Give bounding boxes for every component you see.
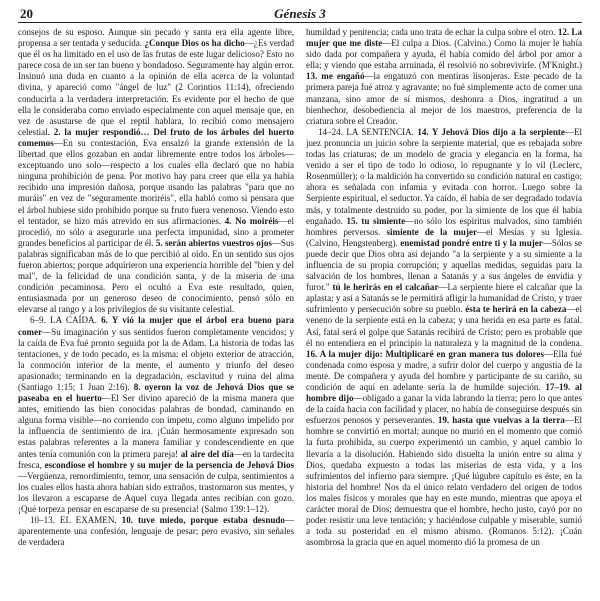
paragraph xyxy=(18,515,294,548)
body-text: —Sus palabras significaban más de lo que percibió al oído. En un sentido sus ojos fueron abiertos; porque adquirieron una experiencia horrible del "bien y del mal", de la felicidad de una condición santa, y de la miseria de una condición pecaminosa. Pero el ocultó a Eva este resultado, quien, entusiasmada por un generoso deseo de conocimiento, pensó sólo en elevarse al rango y a los privilegios de su visitante celestial. xyxy=(18,237,294,315)
body-text: —aparentemente una confesión, lenguaje de pesar; pero evasivo, sin señales de verdadera xyxy=(18,515,294,548)
bold-lemma: 5. serán abiertos vuestros ojos xyxy=(155,237,272,248)
body-text: —en la tardecita fresca, xyxy=(18,448,294,470)
page-number: 20 xyxy=(20,6,33,21)
body-text: —el procedió, no sólo a asegurarle una perfecta impunidad, sino a prometer grandes beneficios al participar de él. xyxy=(18,215,294,248)
body-text: —obligado a ganar la vida labrando la tierra; pero lo que antes de la caída hacia con facilidad y placer, no había de conseguirse después sin esfuerzos penosos y perseverantes. xyxy=(306,393,582,426)
bold-lemma: simiente de la mujer xyxy=(386,226,478,237)
bold-lemma: 6. Y vió la mujer que el árbol era bueno para comer xyxy=(18,315,294,337)
body-text: —Ella fué condenada como esposa y madre, a sufrir dolor del cuerpo y angustia de la mente. De compañera y ayuda del hombre y participante de su cariño, su condición de aquí en adelante sería la de humilde sujeción. xyxy=(306,348,582,392)
body-text: —El culpa a Dios. (Calvino.) Como la mujer le había sido dada por compañera y ayuda, él había comido del árbol por amor a ella; y viendo que estaba arruinada, él resolvió no sobrevivirle. (M'Knight.) xyxy=(306,38,582,71)
paragraph xyxy=(18,27,294,315)
body-text: —Su imaginación y sus sentidos fueron completamente vencidos; y la caída de Eva fué pronto seguida por la de Adam. La historia de todas las tentaciones, y de todo pecado, es la misma: el objeto exterior de atracción, la conmoción interior de la mente, el aumento y triunfo del deseo apasionado; terminando en la degradación, esclavitud y ruina del alma (Santiago 1:15; 1 Juan 2:16). xyxy=(18,326,294,392)
body-text: —el veneno de la serpiente está en la cabeza; y una herida en esa parte es fatal. Así, fatal será el golpe que Satanás recibirá de Cristo; pero es probable que él no entendiera en el principio la naturaleza y la magnitud de la condena. xyxy=(306,304,582,348)
bold-lemma: al aire del día xyxy=(180,448,234,459)
body-text: consejos de su esposo. Aunque sin pecado y santa era ella agente libre, propensa a ser tentada y seducida. xyxy=(18,27,294,49)
body-text: 10–13. EL EXAMEN. xyxy=(30,515,122,526)
bold-lemma: 10. tuve miedo, porque estaba desnudo xyxy=(121,515,285,526)
bold-lemma: 4. No moiréis xyxy=(224,215,279,226)
bold-lemma: 14. Y Jehová Dios dijo a la serpiente xyxy=(417,126,565,137)
bold-lemma: 19. hasta que vuelvas a la tierra xyxy=(437,415,565,426)
bold-lemma: 13. me engañó xyxy=(306,71,365,82)
text-columns xyxy=(18,27,582,601)
body-text: —la engatuzó con mentiras lisonjeras. Este pecado de la primera pareja fué atroz y agravante; no fué simplemente acto de comer una manzana, sino amor de sí mismos, deshonra a Dios, ingratitud a un bienhechor, desobediencia al mejor de los maestros, preferencia de la criatura sobre el Creador. xyxy=(306,71,582,126)
body-text: 14–24. LA SENTENCIA. xyxy=(318,126,418,137)
body-text: —el Mesías y su Iglesia. (Calvino, Hengstenberg). xyxy=(306,226,582,248)
body-text: —¿Es verdad que él os ha limitado en el uso de las frutas de este lugar delicioso? Esto no parece cosa de un ser tan bueno y bondadoso. Seguramente hay algún error. Insinuó una duda en cuanto a la opinión de ella acerca de la voluntad divina, y apareció como "ángel de luz" (2 Corintios 11:14), ofreciendo conducirla a la verdadera interpretación. Es evidente por el hecho de que ella le consideraba como enviado especialmente con aquel mensaje que, en vez de asustarse de que el reptil hablara, lo recibió como mensajero celestial. xyxy=(18,38,294,137)
paragraph xyxy=(306,127,582,549)
body-text: —El hombre se convirtió en mortal; aunque no murió en el momento que comió la furta prohibida, su cuerpo experimentó un cambio, y aquel cambio lo llevaría a la disolución. Habiendo sido disuelta la unión entre su alma y Dios, quedaba expuesto a todas las miserias de esta vida, y a los sufrimientos del infierno para siempre. ¡Qué lúgubre capítulo es éste, en la historia del hombre! Nos da el único relato verdadero del origen de todos los males físicos y morales que hay en este mundo, mientras que apoya el carácter moral de Dios; demuestra que el hombre, hecho justo, cayó por no poder resistir una leve tentación; y haciéndose culpable y miserable, sumió a toda su posteridad en el mismo abismo. (Romanos 5:12). ¡Cuán asombrosa la gracia que en aquel momento dió la promesa de un xyxy=(306,415,582,548)
paragraph xyxy=(306,27,582,127)
bold-lemma: tú le herirás en el calcañar xyxy=(332,282,439,293)
bold-lemma: 2. la mujer respondió… Del fruto de los árboles del huerto comemos xyxy=(18,126,294,148)
book-title: Génesis 3 xyxy=(274,6,326,21)
body-text: 6–9. LA CAÍDA. xyxy=(30,315,102,326)
body-text: —El Ser divino apareció de la misma manera que antes, emitiendo las bien conocidas palabras de bondad, caminando en alguna forma visible—no corriendo con ímpetu, como alguno impelido por la influencia de sentimiento de ira. ¡Cuán hermosamente expresado son estas palabras referentes a la manera familiar y condescendiente en que antes tenía comunión con la primera pareja! xyxy=(18,393,294,459)
running-header xyxy=(18,6,582,23)
bold-lemma: escondiose el hombre y su mujer de la persencia de Jehová Dios xyxy=(44,459,294,470)
body-text: —Vergüenza, remordimiento, temor, una sensación de culpa, sentimientos a los cuales ellos hasta ahora habían sido extraños, trastornaron sus mentes, y los llevaron a escaparse de Aquel cuya llegada antes recibían con gozo. ¡Qué torpeza pensar en escaparse de su presencia! (Salmo 139:1–12). xyxy=(18,470,294,515)
right-column xyxy=(306,27,582,601)
bold-lemma: 8. oyeron la voz de Jehová Dios que se paseaba en el huerto xyxy=(18,382,294,404)
bold-lemma: ésta te herirá en la cabeza xyxy=(465,304,567,315)
body-text: —Sólos se puede decir que Dios obra así dejando "a la serpiente y a su simiente a la influencia de su propia corrupción; y aquellas medidas, seguidas para la salvación de los hombres, llenan a Satanás y a sus ángeles de envidia y furor." xyxy=(306,237,582,293)
bold-lemma: 16. A la mujer dijo: Multiplicaré en gran manera tus dolores xyxy=(306,348,545,359)
bold-lemma: 15. tu simiente xyxy=(346,215,406,226)
body-text: —no sólo los espíritus malvados, sino también hombres perversos. xyxy=(306,215,582,237)
bold-lemma: 12. La mujer que me diste xyxy=(306,27,582,49)
bold-lemma: enemistad pondré entre ti y la mujer xyxy=(400,237,543,248)
body-text: —En su contestación, Eva ensalzó la grande extensión de la libertad que ellos gozaban en andar libremente entre todos los árboles—exceptuando uno solo—respecto a los cuales ella declaró que no había ninguna prohibición de pena. Por motivo hay para creer que ella ya había recibido una impresión dañosa, porque usando las palabras "para que no muráis" en vez de "seguramente moriréis", ella habló como si pensara que el árbol hubiese sido prohibido porque su fruto fuera venenoso. Viendo esto el tentador, se hizo más atrevido en sus afirmaciones. xyxy=(18,137,294,226)
left-column xyxy=(18,27,294,601)
body-text: —La serpiente hiere el calcañar que la aplasta; y así a Satanás se le permitirá afligir la humanidad de Cristo, y traer sufrimiento y persecución sobre su pueblo. xyxy=(306,282,582,315)
body-text: humildad y penitencia; cada uno trata de echar la culpa sobre el otro. xyxy=(306,27,558,37)
body-text: —El juez pronuncia un juicio sobre la serpiente material, que es rebajada sobre todas las criaturas; de un modelo de gracia y elegancia en la forma, ha venido a ser el tipo de todo lo odioso, lo repugnante y lo vil (Leclerc, Rosenmüller); o la maldición ha convertido su condición natural en castigo; ahora es señalada con infamia y evitada con horror. Luego sobre la Serpiente espiritual, el seductor. Ya caído, él había de ser degradado todavía más, y totalmente destruido su poder, por la simiente de los que él había engañado. xyxy=(306,126,582,226)
bold-lemma: ¿Conque Dios os ha dicho xyxy=(144,38,245,49)
bold-lemma: 17–19. al hombre dijo xyxy=(306,382,582,404)
paragraph xyxy=(18,315,294,515)
